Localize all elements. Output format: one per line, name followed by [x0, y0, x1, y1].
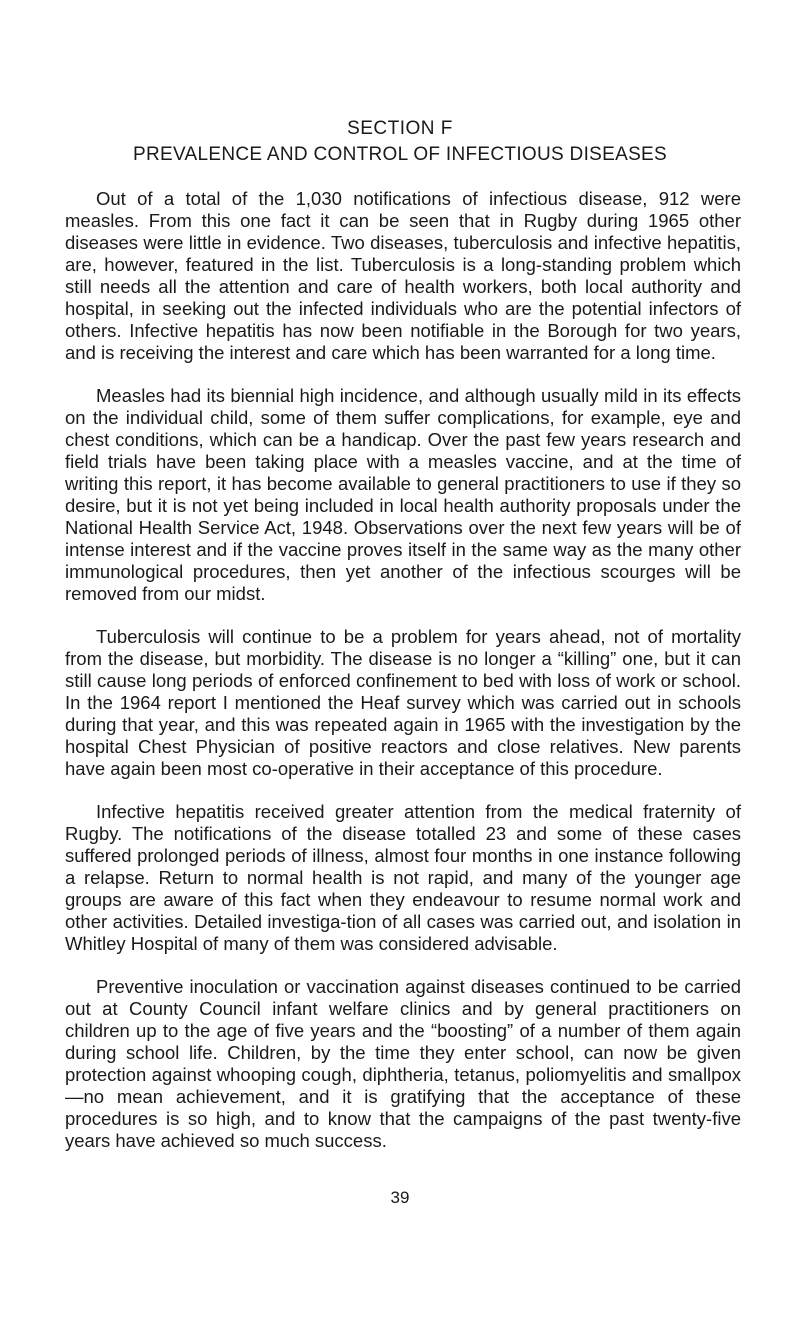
paragraph-notifications: Out of a total of the 1,030 notifications of infectious disease, 912 were measles. From this one fact it can be seen that in Rugby during 1965 other diseases were little in evidence. Two diseases, tuberculosis and infective hepatitis, are, however, featured in the list. Tuberculosis is a long-standing problem which still needs all the attention and care of health workers, both local authority and hospital, in seeking out the infected individuals who are the potential infectors of others. Infective hepatitis has now been notifiable in the Borough for two years, and is receiving the interest and care which has been warranted for a long time. — [65, 188, 741, 363]
section-title: PREVALENCE AND CONTROL OF INFECTIOUS DISEASES — [133, 144, 667, 165]
paragraph-preventive-inoculation: Preventive inoculation or vaccination against diseases continued to be carried out at County Council infant welfare clinics and by general practitioners on children up to the age of five years and the “boosting” of a number of them again during school life. Children, by the time they enter school, can now be given protection against whooping cough, diphtheria, tetanus, poliomyelitis and smallpox—no mean achievement, and it is gratifying that the acceptance of these procedures is so high, and to know that the campaigns of the past twenty-five years have achieved so much success. — [65, 976, 741, 1151]
paragraph-measles: Measles had its biennial high incidence, and although usually mild in its effects on the individual child, some of them suffer complications, for example, eye and chest conditions, which can be a handicap. Over the past few years research and field trials have been taking place with a measles vaccine, and at the time of writing this report, it has become available to general practitioners to use if they so desire, but it is not yet being included in local health authority proposals under the National Health Service Act, 1948. Observations over the next few years will be of intense interest and if the vaccine proves itself in the same way as the many other immunological procedures, then yet another of the infectious scourges will be removed from our midst. — [65, 385, 741, 604]
paragraph-tuberculosis: Tuberculosis will continue to be a problem for years ahead, not of mortality from the disease, but morbidity. The disease is no longer a “killing” one, but it can still cause long periods of enforced confinement to bed with loss of work or school. In the 1964 report I mentioned the Heaf survey which was carried out in schools during that year, and this was repeated again in 1965 with the investigation by the hospital Chest Physician of positive reactors and close relatives. New parents have again been most co-operative in their acceptance of this procedure. — [65, 626, 741, 779]
paragraph-infective-hepatitis: Infective hepatitis received greater attention from the medical fraternity of Rugby. The notifications of the disease totalled 23 and some of these cases suffered prolonged periods of illness, almost four months in one instance following a relapse. Return to normal health is not rapid, and many of the younger age groups are aware of this fact when they endeavour to resume normal work and other activities. Detailed investiga-tion of all cases was carried out, and isolation in Whitley Hospital of many of them was considered advisable. — [65, 801, 741, 954]
page-number: 39 — [390, 1188, 410, 1207]
body-text — [65, 188, 741, 1173]
section-label: SECTION F — [347, 118, 453, 139]
